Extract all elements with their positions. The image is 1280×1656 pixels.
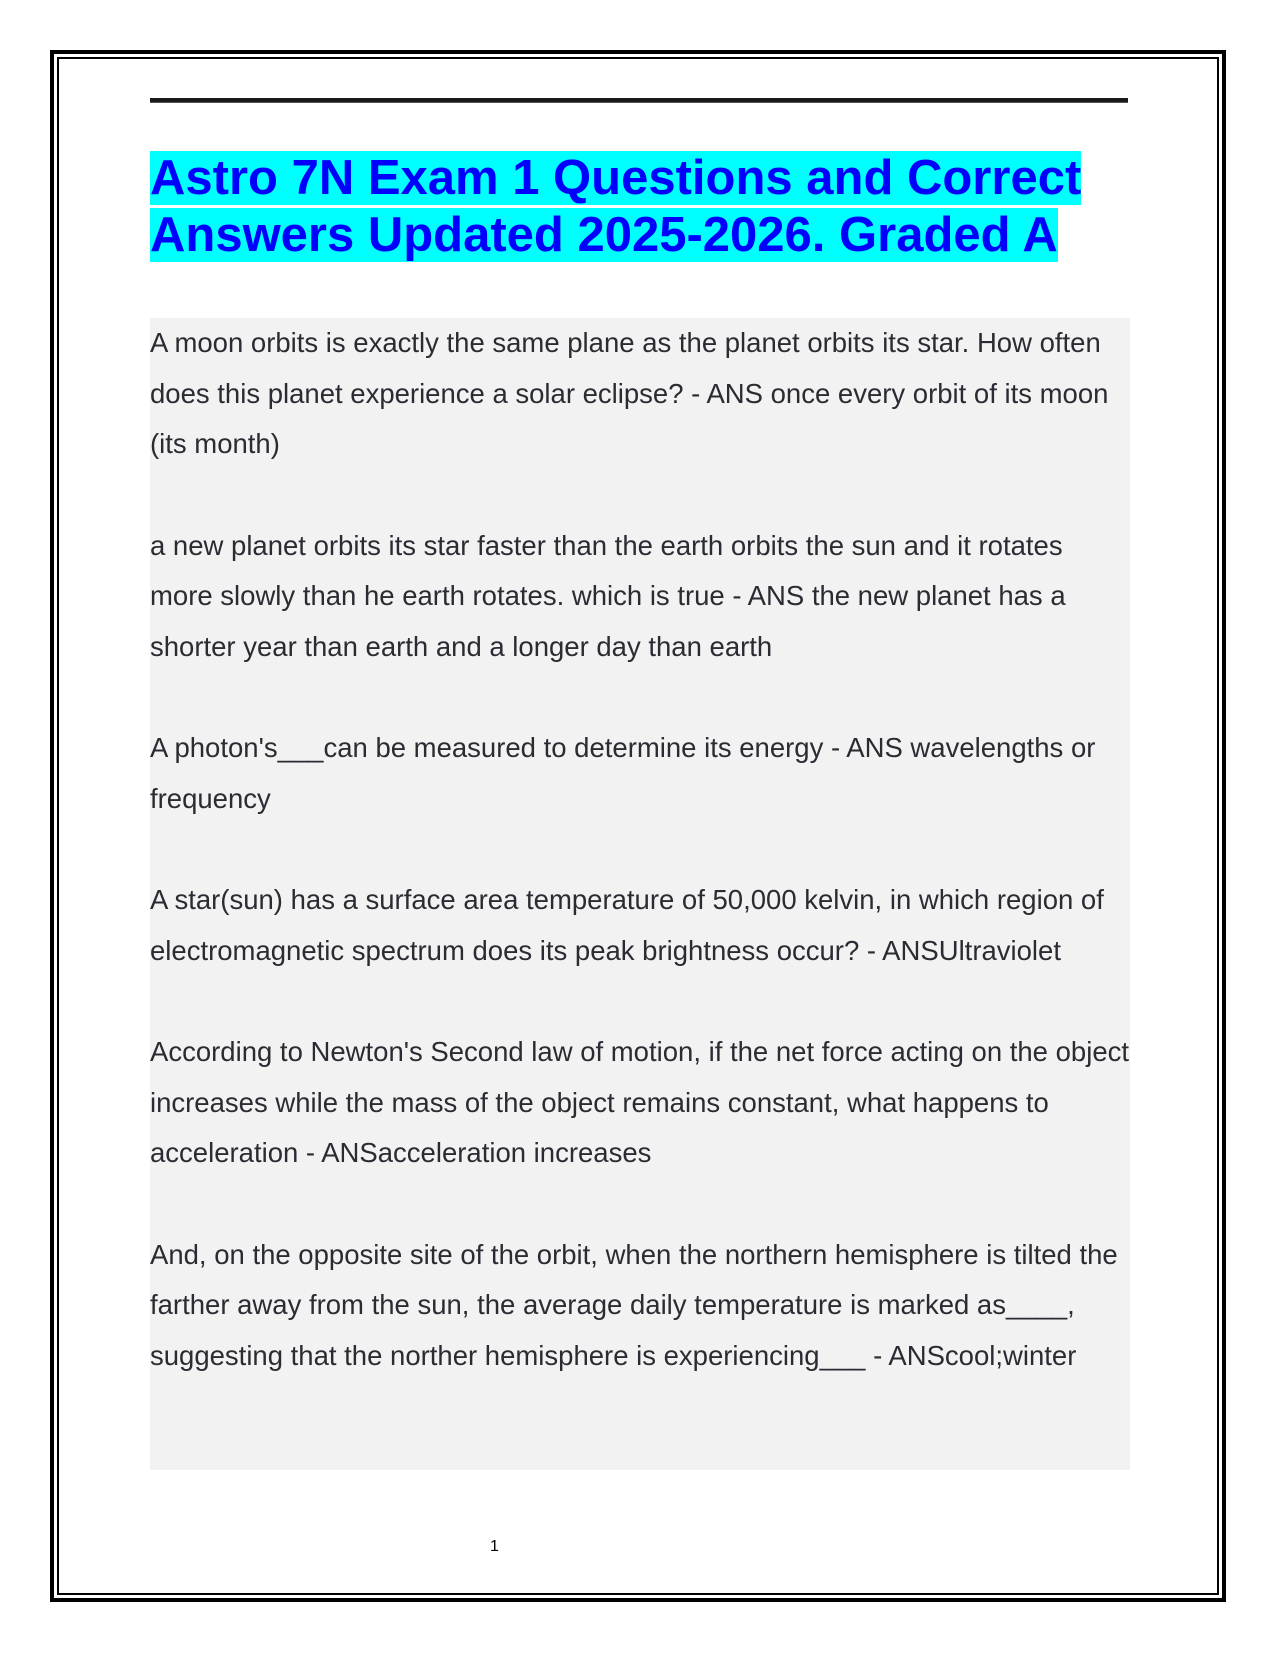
qa-item: [150, 723, 1130, 824]
qa-item: [150, 875, 1130, 976]
qa-item-text: A star(sun) has a surface area temperature of 50,000 kelvin, in which region of electromagnetic spectrum does its peak brightness occur? - ANSUltraviolet: [150, 884, 1104, 966]
page-number: 1: [490, 1538, 499, 1555]
document-title: [150, 150, 1120, 264]
qa-item: [150, 1230, 1130, 1382]
qa-item: [150, 1027, 1130, 1179]
header-rule: [150, 98, 1128, 103]
qa-item-text: And, on the opposite site of the orbit, when the northern hemisphere is tilted the farther away from the sun, the average daily temperature is marked as____, suggesting that the norther hemisphere is experiencing___ - ANScool;winter: [150, 1238, 1118, 1371]
qa-item-text: A moon orbits is exactly the same plane as the planet orbits its star. How often does this planet experience a solar eclipse? - ANS once every orbit of its moon (its month): [150, 327, 1109, 459]
qa-item-text: A photon's___can be measured to determine its energy - ANS wavelengths or frequency: [150, 732, 1096, 814]
qa-list: [150, 318, 1130, 1432]
qa-item-text: a new planet orbits its star faster than the earth orbits the sun and it rotates more slowly than he earth rotates. which is true - ANS the new planet has a shorter year than earth and a longer day than earth: [150, 529, 1066, 662]
qa-item: [150, 318, 1130, 470]
qa-item-text: According to Newton's Second law of motion, if the net force acting on the object increases while the mass of the object remains constant, what happens to acceleration - ANSacceleration increases: [150, 1036, 1130, 1168]
qa-item: [150, 521, 1130, 673]
document-title-text: Astro 7N Exam 1 Questions and Correct Answers Updated 2025-2026. Graded A: [150, 151, 1082, 262]
